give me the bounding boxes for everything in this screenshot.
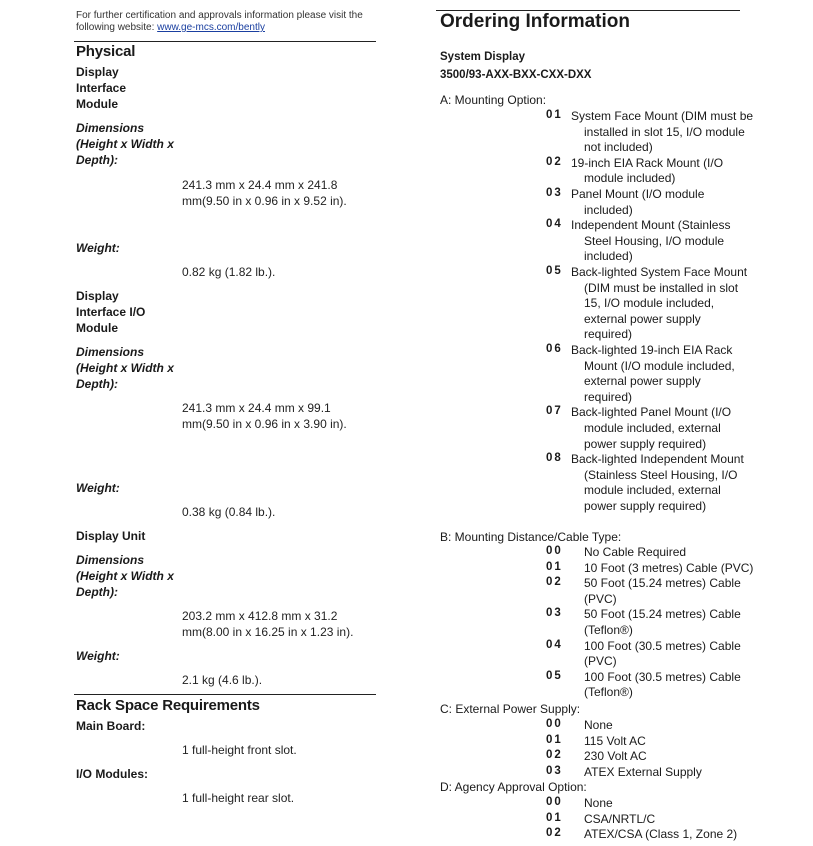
option-description: (Teflon®) [584, 623, 633, 637]
option-description: module included, external [584, 421, 721, 435]
option-code: 01 [546, 560, 563, 573]
unit-weight-value: 2.1 kg (4.6 lb.). [182, 673, 263, 687]
option-description: required) [584, 389, 633, 404]
option-description: included) [584, 202, 633, 217]
option-description: Panel Mount (I/O module [571, 187, 705, 201]
option-description: None [584, 796, 613, 810]
dim-dimensions-label: Dimensions (Height x Width x Depth): [76, 121, 174, 167]
io-dimensions-label: Dimensions (Height x Width x Depth): [76, 345, 174, 391]
option-d-label: D: Agency Approval Option: [440, 780, 587, 794]
rack-main-value: 1 full-height front slot. [182, 743, 297, 757]
option-description: (Stainless Steel Housing, I/O [584, 467, 738, 482]
option-description: 10 Foot (3 metres) Cable (PVC) [584, 560, 754, 575]
io-weight-label: Weight: [76, 481, 120, 495]
option-description: power supply required) [584, 499, 707, 513]
option-code: 02 [546, 749, 563, 762]
website-link[interactable]: www.ge-mcs.com/bently [157, 22, 265, 33]
option-description: ATEX/CSA (Class 1, Zone 2) [584, 827, 738, 842]
option-code: 08 [546, 452, 563, 465]
system-label: System Display [440, 51, 526, 63]
unit-dimensions-label: Dimensions (Height x Width x Depth): [76, 553, 174, 599]
option-code: 02 [546, 576, 563, 589]
divider [74, 41, 376, 42]
option-code: 00 [546, 796, 563, 808]
rack-io-value: 1 full-height rear slot. [182, 791, 295, 805]
option-description: Independent Mount (Stainless [571, 218, 731, 233]
option-description: ATEX External Supply [584, 764, 702, 779]
option-description: (DIM must be installed in slot [584, 280, 739, 295]
option-description: 50 Foot (15.24 metres) Cable [584, 607, 741, 622]
option-code: 05 [546, 265, 563, 277]
rack-io-label: I/O Modules: [76, 767, 148, 781]
option-description: Back-lighted 19-inch EIA Rack [571, 343, 733, 357]
option-description: None [584, 718, 613, 732]
option-code: 01 [546, 109, 563, 121]
option-description: 230 Volt AC [584, 749, 647, 764]
ordering-title: Ordering Information [440, 11, 630, 32]
io-weight-value: 0.38 kg (0.84 lb.). [182, 505, 276, 519]
option-description: CSA/NRTL/C [584, 811, 656, 826]
option-description: No Cable Required [584, 545, 687, 559]
option-c-label: C: External Power Supply: [440, 702, 581, 716]
dim-dimensions-value: 241.3 mm x 24.4 mm x 241.8 mm(9.50 in x 0.96 in x 9.52 in). [182, 178, 347, 208]
option-a-label: A: Mounting Option: [440, 93, 547, 107]
option-b-label: B: Mounting Distance/Cable Type: [440, 530, 622, 544]
option-code: 00 [546, 718, 563, 730]
option-code: 03 [546, 187, 563, 199]
option-description: 115 Volt AC [584, 733, 646, 748]
rack-heading: Rack Space Requirements [76, 697, 260, 714]
divider [74, 694, 376, 695]
unit-dimensions-value: 203.2 mm x 412.8 mm x 31.2 mm(8.00 in x 16.25 in x 1.23 in). [182, 609, 354, 639]
option-description: required) [584, 327, 633, 342]
unit-title: Display Unit [76, 529, 146, 543]
option-code: 02 [546, 827, 563, 840]
option-code: 01 [546, 733, 563, 746]
option-description: power supply required) [584, 436, 707, 451]
option-description: 100 Foot (30.5 metres) Cable [584, 669, 741, 684]
option-code: 04 [546, 218, 563, 231]
option-description: Back-lighted Independent Mount [571, 452, 744, 467]
option-code: 05 [546, 669, 563, 682]
physical-heading: Physical [76, 43, 136, 60]
rack-main-label: Main Board: [76, 719, 146, 733]
option-code: 06 [546, 343, 563, 355]
option-description: installed in slot 15, I/O module [584, 124, 745, 139]
option-code: 03 [546, 764, 563, 777]
dim-weight-label: Weight: [76, 241, 120, 255]
option-description: 15, I/O module included, [584, 296, 715, 311]
option-description: Steel Housing, I/O module [584, 233, 725, 248]
option-code: 04 [546, 638, 563, 651]
option-description: 19-inch EIA Rack Mount (I/O [571, 155, 724, 170]
option-description: (PVC) [584, 591, 617, 606]
option-description: 50 Foot (15.24 metres) Cable [584, 576, 741, 591]
io-dimensions-value: 241.3 mm x 24.4 mm x 99.1 mm(9.50 in x 0.96 in x 3.90 in). [182, 401, 347, 431]
option-code: 07 [546, 405, 563, 418]
certification-text: For further certification and approvals information please visit the following website: [76, 10, 363, 33]
option-code: 01 [546, 811, 563, 824]
option-description: System Face Mount (DIM must be [571, 109, 754, 123]
option-description: Mount (I/O module included, [584, 358, 735, 373]
option-description: Back-lighted Panel Mount (I/O [571, 405, 732, 420]
option-description: included) [584, 249, 633, 264]
option-description: external power supply [584, 374, 701, 389]
option-description: module included, external [584, 483, 721, 498]
certification-note [76, 10, 381, 34]
option-description: Back-lighted System Face Mount [571, 265, 748, 279]
part-number: 3500/93-AXX-BXX-CXX-DXX [440, 69, 592, 81]
option-description: not included) [584, 140, 653, 155]
option-description: external power supply [584, 311, 701, 326]
option-description: (Teflon®) [584, 685, 633, 700]
unit-weight-label: Weight: [76, 649, 120, 663]
dim-weight-value: 0.82 kg (1.82 lb.). [182, 265, 276, 279]
option-description: 100 Foot (30.5 metres) Cable [584, 638, 741, 653]
option-code: 02 [546, 155, 563, 168]
option-code: 03 [546, 607, 563, 620]
dim-title: Display Interface Module [76, 65, 127, 111]
io-title: Display Interface I/O Module [76, 289, 146, 335]
option-description: module included) [584, 171, 676, 186]
option-code: 00 [546, 545, 563, 557]
option-description: (PVC) [584, 654, 617, 669]
